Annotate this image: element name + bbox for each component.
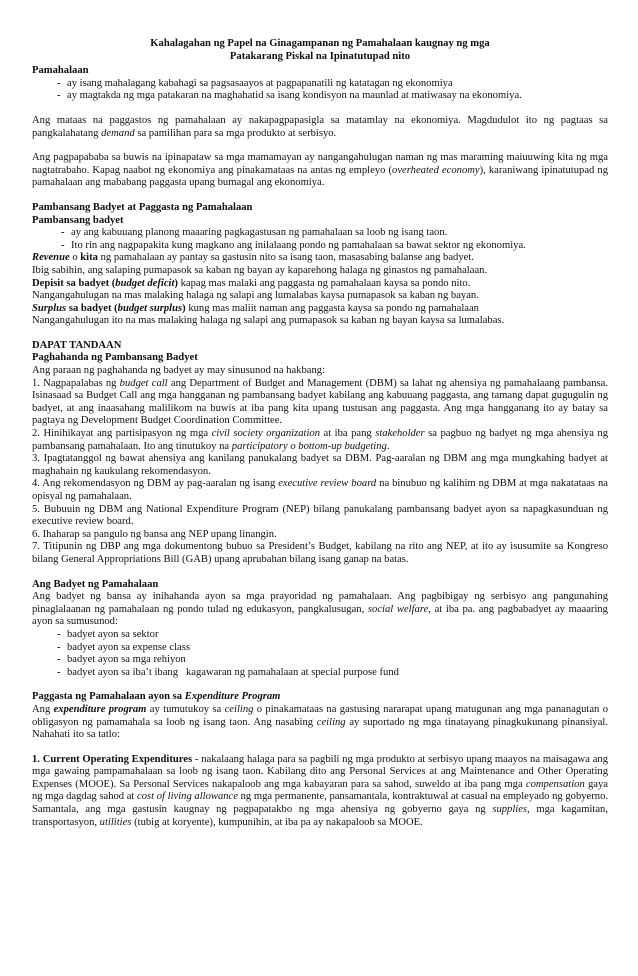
step-6: 6. Ihaharap sa pangulo ng bansa ang NEP upang linangin. [32,528,277,540]
step-2: 2. Hinihikayat ang partisipasyon ng mga civil society organization at iba pang stakeholder sa pagbuo ng badyet ng mga ahensiya ng pambansang pamahalaan. Ito ang tinutukoy na participatory o bottom-up budgeting. [32,428,608,452]
pamahalaan-list [32,78,608,103]
step-1: 1. Nagpapalabas ng budget call ang Department of Budget and Management (DBM) sa lahat ng ahensiya ng pamahalaang pambansa. Isinasaad sa Budget Call ang mga hangganan ng pambansang badyet kabilang ang kabuuang paggasta, ang tamang dapat gugugulin ng badyet, at ang inaasahang malilikom na buwis at iba pang kita upang tustusan ang paggasta. Ang mga hangganang ito ay batay sa pagtaya ng Development Budget Coordination Committee. [32,377,609,427]
document-title [32,38,608,63]
dapat-tandaan-heading: DAPAT TANDAAN [32,339,122,351]
section-heading-badyet: Pambansang Badyet at Paggasta ng Pamahalaan [32,201,253,213]
current-operating-paragraph: 1. Current Operating Expenditures - nakalaang halaga para sa pagbili ng mga produkto at serbisyo upang maayos na maisagawa ang mga gawaing pampamahalaan sa loob ng isang taon. Kabilang dito ang Personal Services at ang Maintenance and Other Operating Expenses (MOOE). Sa Personal Services nakapaloob ang mga kabayaran para sa sahod, suweldo at iba pang mga compensation gaya ng mga dagdag sahod at cost of living allowance ng mga permanente, pansamantala, kontraktuwal at casual na empleyado ng gobyerno. Samantala, ang mga gastusin kaugnay ng pagpapatakbo ng mga ahensiya ng gobyerno gaya ng supplies, mga kagamitan, transportasyon, utilities (tubig at koryente), kumpunihin, at iba pa ay nakapaloob sa MOOE. [32,753,609,828]
step-5: 5. Bubuuin ng DBM ang National Expenditure Program (NEP) bilang panukalang pambansang badyet ayon sa napagkasunduan ng executive review board. [32,503,608,528]
surplus-line: Surplus sa badyet (budget surplus) kung mas maliit naman ang paggasta kaysa sa pondo ng pamahalaan [32,302,479,314]
ibig-sabihin-line: Ibig sabihin, ang salaping pumapasok sa kaban ng bayan ay kaparehong halaga ng ginastos ng pamahalaan. [32,264,488,276]
revenue-line: Revenue o kita ng pamahalaan ay pantay sa gastusin nito sa isang taon, masasabing balanse ang badyet. [32,252,474,264]
paghahanda-heading: Paghahanda ng Pambansang Badyet [32,352,198,364]
paghahanda-intro: Ang paraan ng paghahanda ng badyet ay may sinusunod na hakbang: [32,365,326,377]
list-item: - badyet ayon sa sektor [32,629,608,642]
title-line-1: Kahalagahan ng Papel na Ginagampanan ng Pamahalaan kaugnay ng mga [150,38,490,49]
paggasta-heading: Paggasta ng Pamahalaan ayon sa Expenditure Program [32,691,281,703]
pamahalaan-heading: Pamahalaan [32,65,89,77]
list-item: - badyet ayon sa iba’t ibang kagawaran ng pamahalaan at special purpose fund [32,667,608,680]
list-item: - ay isang mahalagang kabahagi sa pagsasaayos at pagpapanatili ng katatagan ng ekonomiya [32,78,608,91]
step-3: 3. Ipagtatanggol ng bawat ahensiya ang kanilang panukalang badyet sa DBM. Pag-aaralan ng DBM ang mga mungkahing badyet at maghahain ng kaukulang rekomendasyon. [32,453,608,477]
badyet-pamahalaan-list [32,629,608,679]
step-7: 7. Titipunin ng DBP ang mga dokumentong bubuo sa President’s Budget, kabilang na rito ang NEP, at ito ay isusumite sa Kongreso bilang General Appropriations Bill (GAB) upang aprubahan bilang isang ganap na batas. [32,541,608,565]
paggasta-paragraph: Ang expenditure program ay tumutukoy sa ceiling o pinakamataas na gastusing nararapat upang matugunan ang mga pananagutan o obligasyon ng pamamahala sa loob ng isang taon. Ang nasabing ceiling ay suportado ng mga tinatayang pinagkukunang pinansiyal. Nahahati ito sa tatlo: [32,703,609,741]
paragraph-buwis: Ang pagpapababa sa buwis na ipinapataw sa mga mamamayan ay nangangahulugan naman ng mas maraming maiuuwing kita ng mga nagtatrabaho. Kapag naabot ng ekonomiya ang pinakamataas na antas ng empleyo (overheated economy), karaniwang ipinatutupad ng pamahalaan ang mababang paggasta upang bumagal ang ekonomiya. [32,152,608,189]
nangangahulugan-line-2: Nangangahulugan ito na mas malaking halaga ng salapi ang pumapasok sa kaban ng bayan kaysa sa lumalabas. [32,315,505,327]
title-line-2: Patakarang Piskal na Ipinatutupad nito [229,50,411,62]
list-item: - ay ang kabuuang planong maaaring pagkagastusan ng pamahalaan sa loob ng isang taon. [32,227,608,240]
depisit-line: Depisit sa badyet (budget deficit) kapag mas malaki ang paggasta ng pamahalaan kaysa sa pondo nito. [32,277,471,289]
paragraph-paggastos: Ang mataas na paggastos ng pamahalaan ay nakapagpapasigla sa matamlay na ekonomiya. Magdudulot ito ng pagtaas sa pangkalahatang demand sa pamilihan para sa mga produkto at serbisyo. [32,114,608,139]
badyet-pamahalaan-heading: Ang Badyet ng Pamahalaan [32,578,159,590]
list-item: - Ito rin ang nagpapakita kung magkano ang inilalaang pondo ng pamahalaan sa bawat sektor ng ekonomiya. [32,240,608,253]
badyet-pamahalaan-paragraph: Ang badyet ng bansa ay inihahanda ayon sa mga prayoridad ng pamahalaan. Ang pagbibigay ng serbisyo ang pangunahing pinaglalaanan ng pamahalaan ng pondo tulad ng edukasyon, pangkalusugan, social welfare, at iba pa. ang pagbabadyet ay maaaring ayon sa sumusunod: [32,591,608,628]
nangangahulugan-line-1: Nangangahulugan na mas malaking halaga ng salapi ang lumalabas kaysa pumapasok sa kaban ng bayan. [32,290,479,302]
step-4: 4. Ang rekomendasyon ng DBM ay pag-aaralan ng isang executive review board na binubuo ng kalihim ng DBM at mga nakatataas na opisyal ng pamahalaan. [32,478,608,502]
list-item: - badyet ayon sa mga rehiyon [32,654,608,667]
subheading-pambansang-badyet: Pambansang badyet [32,214,124,226]
list-item: - ay magtakda ng mga patakaran na maghahatid sa isang kondisyon na maunlad at matiwasay na ekonomiya. [32,90,608,103]
badyet-list [32,227,608,252]
list-item: - badyet ayon sa expense class [32,642,608,655]
